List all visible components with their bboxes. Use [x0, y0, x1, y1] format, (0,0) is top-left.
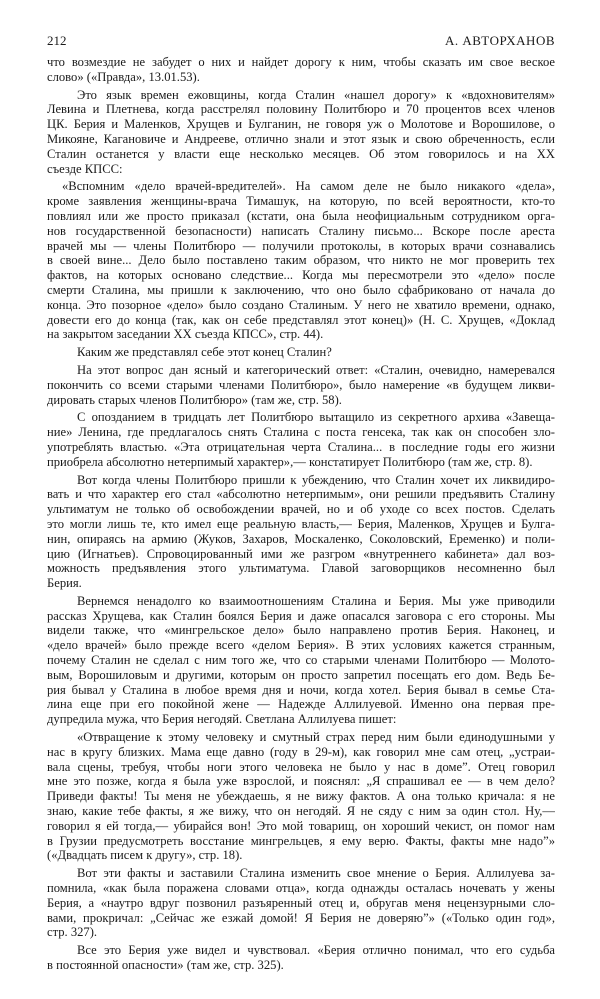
text-line: нас в кругу близких. Мама еще давно (году в 29-м), как говорил мне сам отец, „устраи- — [47, 744, 555, 759]
text-line: С опозданием в тридцать лет Политбюро вытащило из секретного архива «Завеща- — [77, 410, 555, 425]
text-line: рассказ Хрущева, как Сталин боялся Берия и даже опасался заговора с его стороны. Мы — [47, 608, 555, 623]
paragraph — [47, 179, 555, 342]
paragraph — [47, 943, 555, 973]
text-line: приобрела абсолютно нетерпимый характер»,— констатирует Политбюро (там же, стр. 8). — [47, 454, 533, 469]
text-line: покончить со всеми старыми членами Политбюро», было намерение «в будущем ликви- — [47, 377, 555, 392]
paragraph — [47, 473, 555, 591]
text-line: употреблять властью. «Эта отрицательная черта Сталина... в последние годы его жизни — [47, 439, 555, 454]
text-line: вами, прокричал: „Сейчас же езжай домой! Я Берия не доверяю”» («Только один год», — [47, 910, 555, 925]
text-line: Все это Берия уже видел и чувствовал. «Берия отлично понимал, что его судьба — [77, 943, 555, 958]
text-line: врачей мы — члены Политбюро — получили протоколы, в которых врачи сознавались — [47, 238, 555, 253]
text-line: Берия. — [47, 576, 82, 591]
paragraph — [47, 866, 555, 940]
paragraph — [47, 363, 555, 407]
text-line: кроме заявления женщины-врача Тимашук, на которую, по всей вероятности, кто-то — [47, 194, 555, 209]
text-line: смерти Сталина, мы пришли к заключению, что оно было сфабриковано от начала до — [47, 282, 555, 297]
text-line: съезде КПСС: — [47, 161, 123, 176]
text-line: слово» («Правда», 13.01.53). — [47, 69, 200, 84]
text-line: видели также, что «мингрельское дело» было направлено против Берия. Наконец, и — [47, 623, 555, 638]
text-line: Сталин останется у власти еще несколько месяцев. Об этом говорилось и на XX — [47, 146, 555, 161]
text-line: на закрытом заседании XX съезда КПСС», стр. 44). — [47, 327, 324, 342]
text-line: нин, опираясь на армию (Жуков, Захаров, Москаленко, Соколовский, Еременко) и поли- — [47, 531, 555, 546]
text-line: почему Сталин не сделал с ним того же, что со старыми членами Политбюро — Молото- — [47, 653, 555, 668]
text-line: мне это позже, когда я была уже взрослой, и пояснял: „Я спрашивал ее — в чем дело? — [47, 774, 555, 789]
text-line: ультиматум не только об освобождении врачей, но и об уходе со всех постов. Сделать — [47, 502, 555, 517]
text-line: «Вспомним «дело врачей-вредителей». На самом деле не было никакого «дела», — [62, 179, 555, 194]
text-line: рия бывал у Сталина в любое время дня и ночи, когда хотел. Берия бывал в семье Ста- — [47, 682, 555, 697]
running-head-author: А. АВТОРХАНОВ — [445, 33, 555, 48]
text-line: Вернемся ненадолго ко взаимоотношениям Сталина и Берия. Мы уже приводили — [77, 593, 555, 608]
paragraph — [47, 594, 555, 727]
text-line: в Грузии предусмотреть восстание мингрельцев, я ему верю. Факты, факты мне надо”» — [47, 833, 555, 848]
paragraph — [47, 410, 555, 469]
text-line: что возмездие не забудет о них и найдет дорогу к ним, чтобы сказать им свое веское — [47, 55, 555, 69]
text-line: «Отвращение к этому человеку и смутный страх перед ним были единодушными у — [77, 730, 555, 745]
text-line: («Двадцать писем к другу», стр. 18). — [47, 848, 243, 863]
text-line: дировать старых членов Политбюро» (там же, стр. 58). — [47, 392, 342, 407]
text-line: вала сцены, требуя, чтобы ноги этого человека не было у нас в доме”. Отец говорил — [47, 759, 555, 774]
text-line: нов государственной безопасности) написать Сталину письмо... Вскоре после ареста — [47, 223, 555, 238]
paragraph — [47, 345, 555, 360]
text-line: это могли лишь те, кто имел еще реальную власть,— Берия, Маленков, Хрущев и Булга- — [47, 516, 555, 531]
text-line: помнила, «как была поражена словами отца», когда однажды осталась ночевать у жены — [47, 881, 555, 896]
text-line: Это язык времен ежовщины, когда Сталин «нашел дорогу» к «вдохновителям» — [77, 87, 555, 102]
text-line: фактов, на которых основано следствие... Когда мы пересмотрели это «дело» после — [47, 268, 555, 283]
text-line: конца. Это позорное «дело» было создано Сталиным. У него не хватило времени, однако, — [47, 297, 555, 312]
text-line: Левина и Плетнева, когда расстрелял половину Политбюро и 70 процентов всех членов — [47, 102, 555, 117]
text-line: ЦК. Берия и Маленков, Хрущев и Булганин, не говоря уж о Молотове и Ворошилове, о — [47, 117, 555, 132]
text-line: знаю, какие тебе факты, я же вижу, что он негодяй. Я не сяду с ним за один стол. Ну,— — [47, 804, 555, 819]
text-line: можность предъявления этого ультиматума. Главой заговорщиков несомненно был — [47, 561, 555, 576]
text-line: На этот вопрос дан ясный и категорический ответ: «Сталин, очевидно, намеревался — [77, 362, 555, 377]
text-line: говорил я ей тогда,— убирайся вон! Это мой товарищ, он хороший чекист, он помог нам — [47, 818, 555, 833]
text-line: Берия, а «наутро вдруг позвонил разъяренный отец и, обругав меня нецензурными сло- — [47, 895, 555, 910]
paragraph — [47, 55, 555, 85]
page-body — [47, 55, 555, 973]
text-line: Вот когда члены Политбюро пришли к убеждению, что Сталин хочет их ликвидиро- — [77, 472, 555, 487]
text-line: вать и что характер его стал «абсолютно нетерпимым», они решили предъявить Сталину — [47, 487, 555, 502]
text-line: стр. 327). — [47, 925, 98, 940]
text-line: «дело врачей» было прежде всего «делом Берия». В этих условиях кажется странным, — [47, 638, 555, 653]
text-line: довести его до конца (так, как он себе представлял этот конец)» (Н. С. Хрущев, «Доклад — [47, 312, 555, 327]
text-line: цию (Игнатьев). Спровоцированный ими же разгром «внутреннего кабинета» дал воз- — [47, 546, 555, 561]
text-line: лина еще при его покойной жене — Надежде Аллилуевой. Именно она первая пре- — [47, 697, 555, 712]
text-line: в своей вине... Дело было поставлено таким образом, что никто не мог проверить тех — [47, 253, 555, 268]
text-line: в постоянной опасности» (там же, стр. 325). — [47, 958, 284, 973]
paragraph — [47, 730, 555, 863]
page-number: 212 — [47, 33, 67, 48]
text-line: Каким же представлял себе этот конец Сталин? — [77, 345, 332, 360]
page-header — [47, 33, 555, 51]
text-line: ние» Ленина, где предлагалось снять Сталина с поста генсека, так как он способен зло- — [47, 425, 555, 440]
text-line: Приведи факты! Ты меня не убеждаешь, я не вижу фактов. А она только кричала: я не — [47, 789, 555, 804]
paragraph — [47, 88, 555, 177]
text-line: Вот эти факты и заставили Сталина изменить свое мнение о Берия. Аллилуева за- — [77, 866, 555, 881]
text-line: дупредила мужа, что Берия негодяй. Светлана Аллилуева пишет: — [47, 712, 397, 727]
text-line: Микояне, Кагановиче и Андрееве, отлично знали и этот язык и свою обреченность, если — [47, 131, 555, 146]
text-line: вым, Ворошиловым и другими, которым он просто запретил посещать его дом. Ведь Бе- — [47, 667, 555, 682]
text-line: повлиял или же просто приказал (кстати, она была неофициальным сотрудником орга- — [47, 208, 555, 223]
